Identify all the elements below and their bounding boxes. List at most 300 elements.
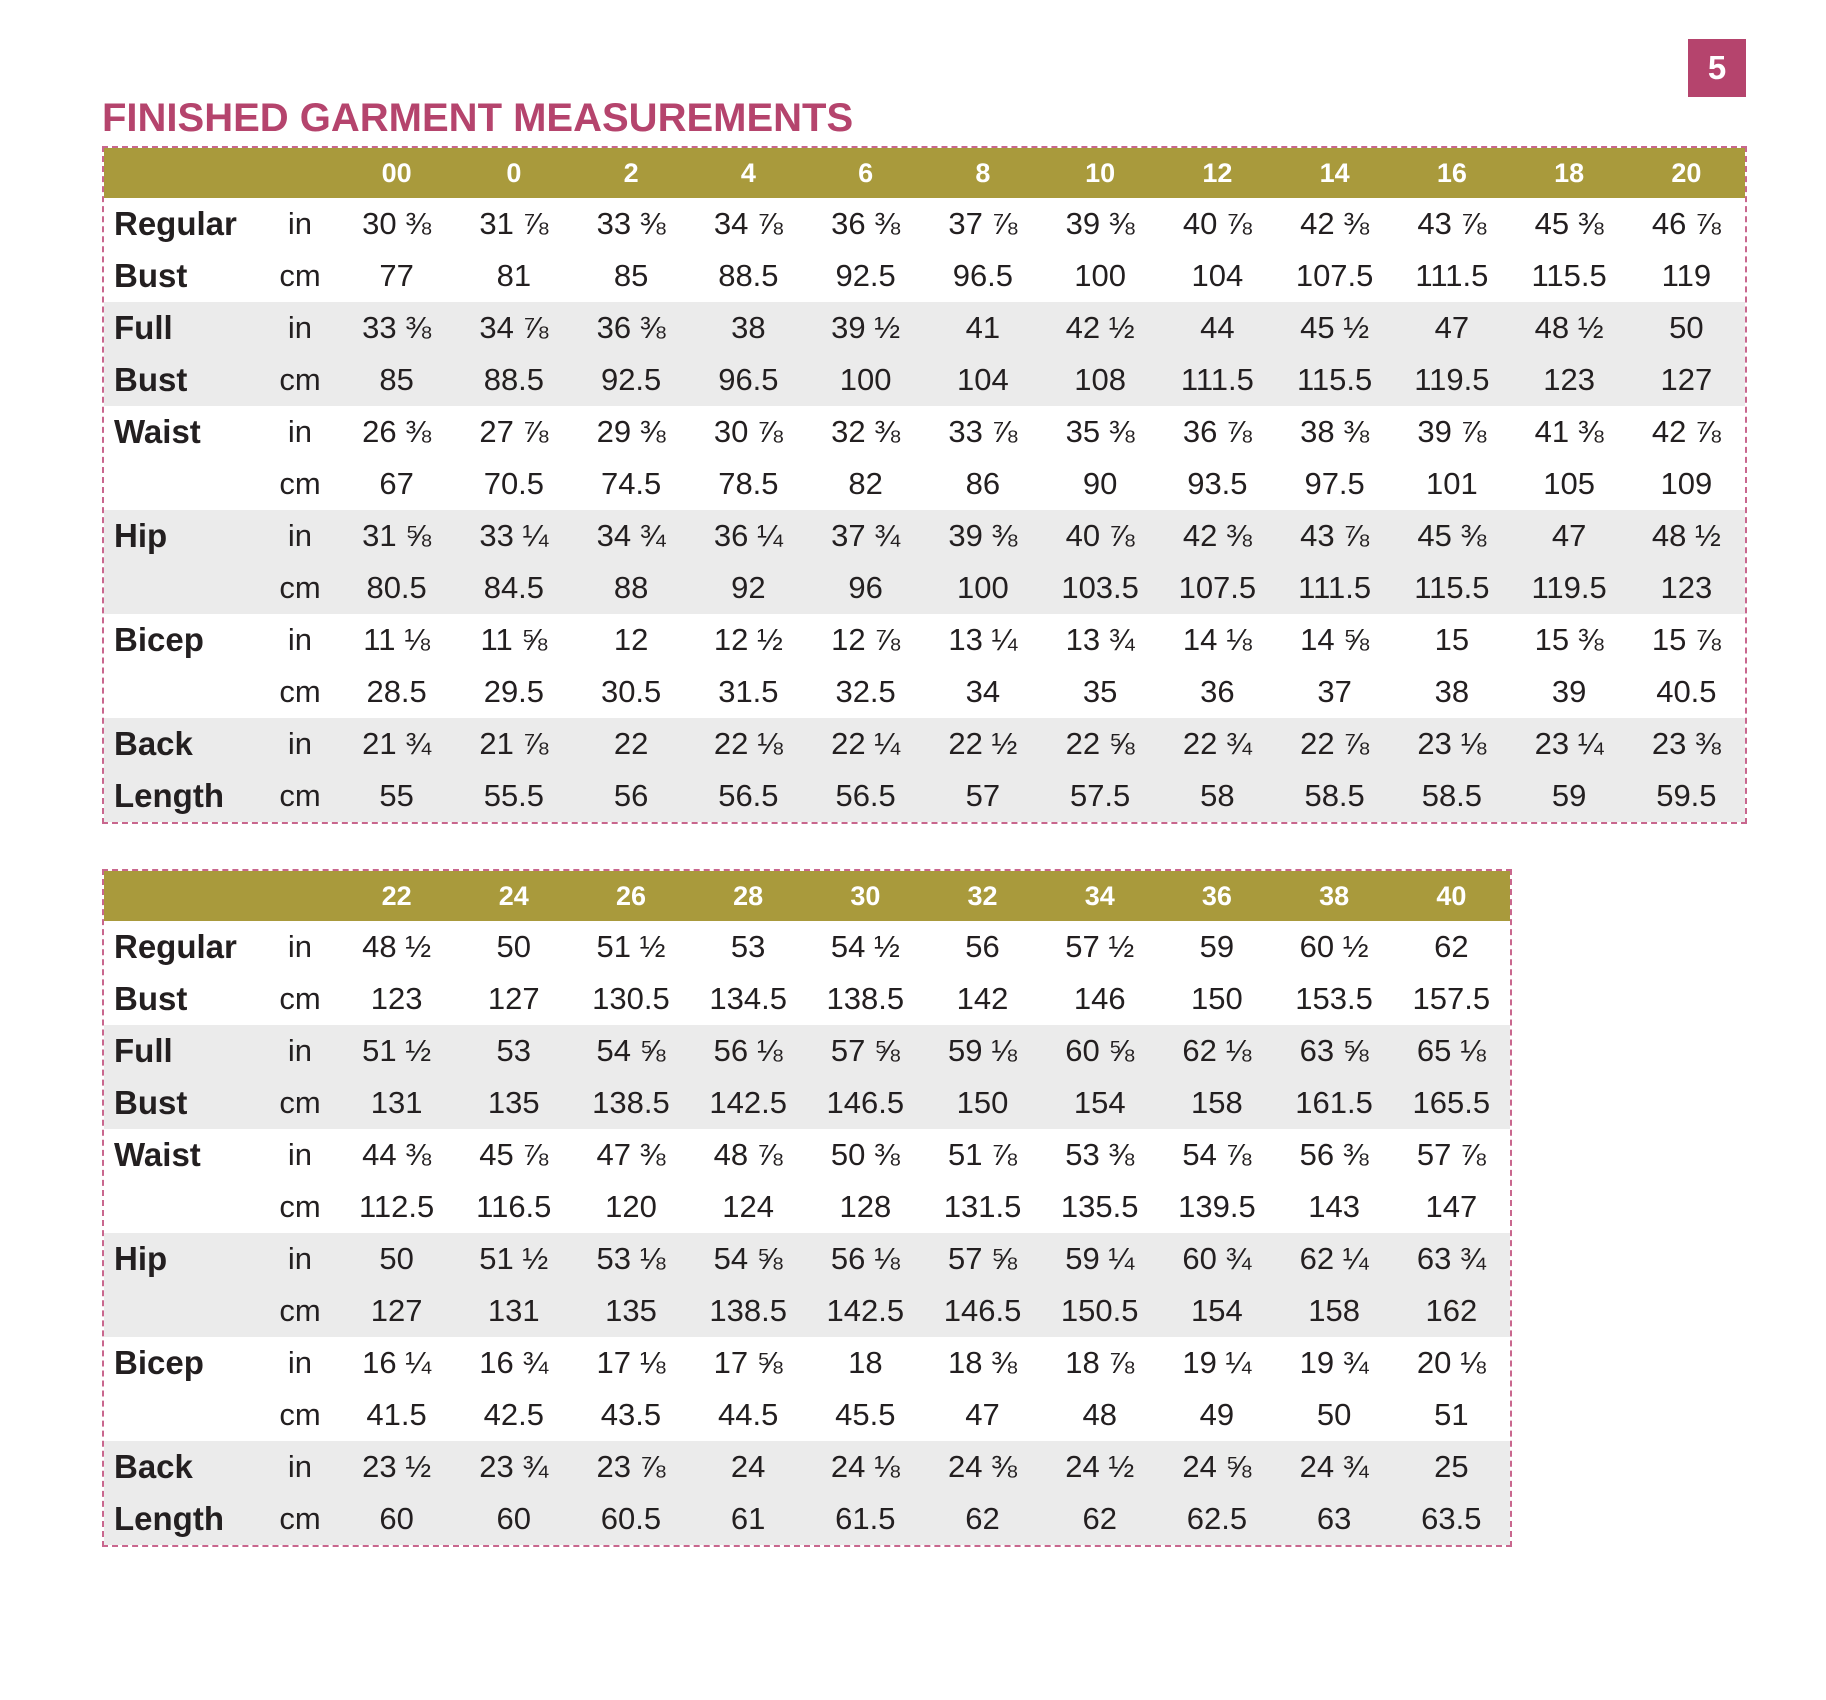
value-cell: 40.5	[1656, 674, 1717, 709]
value-cell: 24 ⅝	[1182, 1449, 1252, 1484]
value-cell: 74.5	[600, 466, 662, 501]
size-header-14: 14	[1319, 157, 1350, 188]
value-cell: 38	[731, 310, 766, 345]
value-cell: 53	[496, 1033, 532, 1068]
size-header-row	[104, 871, 1510, 921]
value-cell: 47	[1434, 310, 1470, 345]
size-chart-table	[104, 871, 1510, 1545]
value-cell: 44.5	[717, 1397, 779, 1432]
value-cell: 15 ⅜	[1534, 622, 1604, 657]
value-cell: 123	[1660, 570, 1713, 605]
table-row	[104, 1441, 1510, 1493]
value-cell: 62 ¼	[1299, 1241, 1369, 1276]
value-cell: 56	[965, 929, 1000, 964]
size-header-40: 40	[1436, 880, 1467, 911]
value-cell: 17 ⅝	[713, 1345, 783, 1380]
size-header-20: 20	[1671, 157, 1702, 188]
value-cell: 60.5	[600, 1501, 662, 1536]
measurement-label	[104, 1389, 262, 1441]
size-header-18: 18	[1554, 157, 1585, 188]
measurement-table-1	[102, 146, 1747, 824]
value-cell: 153.5	[1295, 981, 1373, 1016]
measurement-label: Full	[114, 1032, 173, 1069]
value-cell: 22 ⅝	[1065, 726, 1135, 761]
value-cell: 48 ½	[1534, 310, 1604, 345]
value-cell: 131.5	[943, 1189, 1022, 1224]
value-cell: 33 ⅜	[596, 206, 666, 241]
size-header-00: 00	[381, 157, 412, 188]
unit-label: cm	[279, 1397, 321, 1432]
value-cell: 34 ⅞	[479, 310, 549, 345]
table-row	[104, 1077, 1510, 1129]
value-cell: 59	[1199, 929, 1235, 964]
value-cell: 60	[379, 1501, 414, 1536]
value-cell: 158	[1191, 1085, 1243, 1120]
value-cell: 32.5	[835, 674, 896, 709]
table-row	[104, 302, 1745, 354]
value-cell: 138.5	[709, 1293, 787, 1328]
value-cell: 16 ¾	[479, 1345, 549, 1380]
value-cell: 39	[1551, 674, 1587, 709]
value-cell: 45 ⅜	[1417, 518, 1487, 553]
value-cell: 143	[1308, 1189, 1360, 1224]
unit-label: in	[287, 1449, 313, 1484]
value-cell: 29.5	[483, 674, 545, 709]
value-cell: 57 ½	[1065, 929, 1135, 964]
unit-label: cm	[279, 1501, 321, 1536]
value-cell: 59.5	[1656, 778, 1717, 813]
measurement-label: Regular	[114, 205, 237, 242]
value-cell: 40 ⅞	[1182, 206, 1252, 241]
value-cell: 22 ⅞	[1300, 726, 1370, 761]
value-cell: 92.5	[835, 258, 896, 293]
unit-label: in	[287, 622, 313, 657]
value-cell: 59 ¼	[1065, 1241, 1135, 1276]
table-row	[104, 666, 1745, 718]
value-cell: 23 ⅞	[596, 1449, 666, 1484]
value-cell: 30.5	[600, 674, 662, 709]
value-cell: 13 ¼	[948, 622, 1018, 657]
value-cell: 28.5	[366, 674, 427, 709]
size-header-6: 6	[858, 157, 874, 188]
value-cell: 36 ⅜	[596, 310, 666, 345]
unit-label: cm	[279, 1293, 321, 1328]
size-header-30: 30	[850, 880, 881, 911]
value-cell: 15 ⅞	[1651, 622, 1721, 657]
value-cell: 19 ¾	[1299, 1345, 1369, 1380]
value-cell: 50	[1316, 1397, 1352, 1432]
value-cell: 56	[613, 778, 649, 813]
value-cell: 111.5	[1298, 570, 1372, 605]
table-row	[104, 921, 1510, 973]
value-cell: 56 ⅛	[830, 1241, 900, 1276]
measurement-label	[104, 562, 262, 614]
value-cell: 134.5	[709, 981, 787, 1016]
value-cell: 67	[379, 466, 414, 501]
value-cell: 154	[1191, 1293, 1243, 1328]
value-cell: 57 ⅝	[948, 1241, 1017, 1276]
size-header-36: 36	[1201, 880, 1232, 911]
size-header-32: 32	[967, 880, 998, 911]
value-cell: 146	[1073, 981, 1126, 1016]
value-cell: 123	[1543, 362, 1595, 397]
table-row	[104, 1181, 1510, 1233]
value-cell: 55	[379, 778, 414, 813]
unit-label: in	[287, 1137, 313, 1172]
value-cell: 150.5	[1060, 1293, 1139, 1328]
value-cell: 57 ⅝	[830, 1033, 900, 1068]
value-cell: 24 ⅜	[948, 1449, 1017, 1484]
value-cell: 63	[1316, 1501, 1352, 1536]
value-cell: 104	[1191, 258, 1244, 293]
measurement-label: Hip	[114, 1240, 168, 1277]
measurement-label: Back	[114, 725, 193, 762]
value-cell: 150	[1191, 981, 1243, 1016]
value-cell: 30 ⅜	[362, 206, 432, 241]
measurement-label: Hip	[114, 517, 168, 554]
header-blank-unit	[262, 148, 338, 198]
value-cell: 48 ½	[1651, 518, 1721, 553]
measurement-rows	[104, 921, 1510, 1545]
value-cell: 119.5	[1531, 570, 1607, 605]
value-cell: 36 ⅞	[1182, 414, 1252, 449]
value-cell: 51 ½	[596, 929, 666, 964]
value-cell: 142.5	[826, 1293, 905, 1328]
measurement-label: Bust	[114, 257, 188, 294]
value-cell: 100	[839, 362, 892, 397]
unit-label: cm	[279, 466, 321, 501]
measurement-label: Waist	[114, 1136, 201, 1173]
value-cell: 119.5	[1414, 362, 1490, 397]
value-cell: 96.5	[952, 258, 1014, 293]
value-cell: 37	[1317, 674, 1352, 709]
size-header-2: 2	[623, 157, 639, 188]
value-cell: 34 ¾	[596, 518, 666, 553]
value-cell: 44	[1200, 310, 1235, 345]
table-row	[104, 458, 1745, 510]
value-cell: 48	[1082, 1397, 1117, 1432]
value-cell: 24 ½	[1065, 1449, 1135, 1484]
table-row	[104, 1389, 1510, 1441]
value-cell: 53 ⅜	[1065, 1137, 1135, 1172]
value-cell: 42.5	[483, 1397, 544, 1432]
value-cell: 24	[730, 1449, 766, 1484]
value-cell: 50 ⅜	[830, 1137, 900, 1172]
value-cell: 18	[848, 1345, 883, 1380]
value-cell: 47	[1551, 518, 1587, 553]
value-cell: 57	[965, 778, 1001, 813]
unit-label: in	[287, 414, 313, 449]
value-cell: 56 ⅛	[713, 1033, 783, 1068]
measurement-label: Bust	[114, 1084, 188, 1121]
value-cell: 111.5	[1180, 362, 1254, 397]
value-cell: 146.5	[826, 1085, 905, 1120]
value-cell: 11 ⅛	[363, 622, 430, 657]
value-cell: 61.5	[835, 1501, 896, 1536]
value-cell: 39 ⅞	[1417, 414, 1487, 449]
value-cell: 90	[1082, 466, 1118, 501]
size-header-16: 16	[1436, 157, 1467, 188]
value-cell: 26 ⅜	[362, 414, 432, 449]
value-cell: 112.5	[358, 1189, 435, 1224]
value-cell: 154	[1073, 1085, 1126, 1120]
value-cell: 20 ⅛	[1416, 1345, 1486, 1380]
value-cell: 96.5	[718, 362, 779, 397]
value-cell: 22 ⅛	[713, 726, 783, 761]
unit-label: cm	[279, 1189, 321, 1224]
value-cell: 39 ⅜	[1065, 206, 1135, 241]
value-cell: 23 ⅜	[1651, 726, 1721, 761]
value-cell: 12	[613, 622, 649, 657]
value-cell: 80.5	[366, 570, 427, 605]
value-cell: 138.5	[592, 1085, 670, 1120]
value-cell: 50	[496, 929, 532, 964]
unit-label: in	[287, 929, 313, 964]
value-cell: 40 ⅞	[1065, 518, 1135, 553]
value-cell: 11 ⅝	[480, 622, 548, 657]
measurement-table-2	[102, 869, 1512, 1547]
value-cell: 14 ⅛	[1182, 622, 1252, 657]
value-cell: 57.5	[1069, 778, 1131, 813]
measurement-label: Bicep	[114, 621, 204, 658]
value-cell: 130.5	[592, 981, 670, 1016]
table-row	[104, 1129, 1510, 1181]
value-cell: 82	[848, 466, 883, 501]
value-cell: 60 ½	[1299, 929, 1369, 964]
table-row	[104, 614, 1745, 666]
value-cell: 62	[1434, 929, 1469, 964]
value-cell: 61	[730, 1501, 766, 1536]
value-cell: 51 ½	[362, 1033, 432, 1068]
unit-label: in	[287, 726, 313, 761]
value-cell: 119	[1661, 258, 1712, 293]
value-cell: 107.5	[1295, 258, 1374, 293]
value-cell: 39 ⅜	[948, 518, 1018, 553]
value-cell: 51 ⅞	[948, 1137, 1017, 1172]
value-cell: 23 ¼	[1534, 726, 1604, 761]
value-cell: 41	[965, 310, 1001, 345]
value-cell: 93.5	[1187, 466, 1248, 501]
unit-label: cm	[279, 362, 321, 397]
value-cell: 18 ⅞	[1065, 1345, 1135, 1380]
value-cell: 49	[1199, 1397, 1235, 1432]
size-header-12: 12	[1202, 157, 1233, 188]
value-cell: 50	[1669, 310, 1704, 345]
value-cell: 55.5	[483, 778, 545, 813]
table-row	[104, 973, 1510, 1025]
size-header-24: 24	[498, 880, 529, 911]
table-row	[104, 718, 1745, 770]
table-row	[104, 198, 1745, 250]
value-cell: 37 ¾	[831, 518, 901, 553]
value-cell: 36 ¼	[713, 518, 783, 553]
value-cell: 59 ⅛	[948, 1033, 1017, 1068]
unit-label: cm	[279, 981, 321, 1016]
value-cell: 31.5	[718, 674, 779, 709]
value-cell: 77	[379, 258, 414, 293]
value-cell: 47 ⅜	[596, 1137, 666, 1172]
value-cell: 135	[605, 1293, 657, 1328]
value-cell: 109	[1660, 466, 1713, 501]
value-cell: 127	[370, 1293, 423, 1328]
value-cell: 135.5	[1060, 1189, 1139, 1224]
value-cell: 115.5	[1531, 258, 1607, 293]
value-cell: 92	[731, 570, 766, 605]
value-cell: 47	[965, 1397, 1000, 1432]
value-cell: 34 ⅞	[713, 206, 783, 241]
value-cell: 35	[1082, 674, 1118, 709]
value-cell: 81	[496, 258, 532, 293]
measurement-label	[104, 1181, 262, 1233]
value-cell: 24 ¾	[1299, 1449, 1369, 1484]
unit-label: cm	[279, 778, 321, 813]
value-cell: 29 ⅜	[596, 414, 666, 449]
unit-label: in	[287, 1345, 313, 1380]
page-title: FINISHED GARMENT MEASUREMENTS	[102, 96, 854, 140]
value-cell: 42 ⅜	[1182, 518, 1252, 553]
measurement-label	[104, 458, 262, 510]
value-cell: 30 ⅞	[713, 414, 783, 449]
value-cell: 48 ⅞	[713, 1137, 783, 1172]
value-cell: 51	[1434, 1397, 1469, 1432]
value-cell: 127	[1660, 362, 1713, 397]
value-cell: 41 ⅜	[1534, 414, 1604, 449]
value-cell: 103.5	[1061, 570, 1139, 605]
value-cell: 39 ½	[831, 310, 901, 345]
value-cell: 42 ⅜	[1300, 206, 1370, 241]
header-blank-unit	[262, 871, 338, 921]
value-cell: 45 ½	[1300, 310, 1370, 345]
unit-label: in	[287, 310, 313, 345]
size-header-8: 8	[975, 157, 991, 188]
value-cell: 60 ¾	[1182, 1241, 1252, 1276]
value-cell: 45 ⅞	[479, 1137, 549, 1172]
unit-label: cm	[279, 674, 321, 709]
value-cell: 45 ⅜	[1534, 206, 1604, 241]
unit-label: cm	[279, 1085, 321, 1120]
value-cell: 135	[487, 1085, 540, 1120]
value-cell: 12 ⅞	[831, 622, 901, 657]
table-row	[104, 1025, 1510, 1077]
value-cell: 139.5	[1178, 1189, 1256, 1224]
size-header-4: 4	[740, 157, 756, 188]
value-cell: 88.5	[483, 362, 545, 397]
value-cell: 38 ⅜	[1300, 414, 1370, 449]
value-cell: 88	[613, 570, 649, 605]
value-cell: 142	[956, 981, 1009, 1016]
table-row	[104, 770, 1745, 822]
value-cell: 15	[1434, 622, 1470, 657]
value-cell: 21 ¾	[362, 726, 432, 761]
value-cell: 58.5	[1304, 778, 1365, 813]
value-cell: 22	[613, 726, 649, 761]
value-cell: 62 ⅛	[1182, 1033, 1252, 1068]
value-cell: 16 ¼	[362, 1345, 432, 1380]
value-cell: 161.5	[1295, 1085, 1373, 1120]
value-cell: 54 ⅝	[596, 1033, 666, 1068]
value-cell: 23 ⅛	[1417, 726, 1487, 761]
measurement-label: Length	[114, 777, 224, 814]
value-cell: 57 ⅞	[1416, 1137, 1486, 1172]
size-header-0: 0	[506, 157, 522, 188]
unit-label: in	[287, 206, 313, 241]
value-cell: 162	[1425, 1293, 1478, 1328]
value-cell: 88.5	[718, 258, 779, 293]
value-cell: 131	[487, 1293, 540, 1328]
value-cell: 45.5	[835, 1397, 896, 1432]
value-cell: 22 ½	[948, 726, 1018, 761]
value-cell: 43.5	[600, 1397, 662, 1432]
value-cell: 31 ⅞	[479, 206, 549, 241]
measurement-label: Back	[114, 1448, 193, 1485]
table-row	[104, 1233, 1510, 1285]
value-cell: 92.5	[600, 362, 662, 397]
table-row	[104, 354, 1745, 406]
value-cell: 127	[487, 981, 540, 1016]
value-cell: 48 ½	[362, 929, 432, 964]
value-cell: 124	[722, 1189, 775, 1224]
table-row	[104, 510, 1745, 562]
value-cell: 58	[1200, 778, 1235, 813]
value-cell: 22 ¾	[1182, 726, 1252, 761]
value-cell: 62.5	[1186, 1501, 1248, 1536]
unit-label: in	[287, 1033, 313, 1068]
value-cell: 128	[839, 1189, 892, 1224]
size-header-22: 22	[381, 880, 412, 911]
value-cell: 123	[370, 981, 423, 1016]
value-cell: 46 ⅞	[1651, 206, 1721, 241]
value-cell: 43 ⅞	[1417, 206, 1487, 241]
value-cell: 42 ½	[1065, 310, 1135, 345]
value-cell: 70.5	[483, 466, 545, 501]
value-cell: 54 ⅞	[1182, 1137, 1252, 1172]
value-cell: 37 ⅞	[948, 206, 1018, 241]
value-cell: 108	[1074, 362, 1126, 397]
value-cell: 17 ⅛	[596, 1345, 666, 1380]
value-cell: 146.5	[943, 1293, 1022, 1328]
measurement-label: Full	[114, 309, 173, 346]
value-cell: 22 ¼	[831, 726, 901, 761]
value-cell: 21 ⅞	[479, 726, 549, 761]
page-number-badge: 5	[1688, 39, 1746, 97]
value-cell: 56 ⅜	[1299, 1137, 1369, 1172]
value-cell: 131	[370, 1085, 423, 1120]
value-cell: 54 ½	[830, 929, 900, 964]
value-cell: 60	[496, 1501, 532, 1536]
value-cell: 147	[1425, 1189, 1478, 1224]
size-header-38: 38	[1319, 880, 1350, 911]
value-cell: 142.5	[709, 1085, 787, 1120]
value-cell: 157.5	[1412, 981, 1491, 1016]
value-cell: 100	[957, 570, 1009, 605]
value-cell: 84.5	[483, 570, 545, 605]
value-cell: 13 ¾	[1065, 622, 1135, 657]
value-cell: 33 ⅞	[948, 414, 1018, 449]
value-cell: 138.5	[826, 981, 905, 1016]
measurement-label: Bust	[114, 361, 188, 398]
header-blank-measure	[104, 871, 262, 921]
value-cell: 150	[956, 1085, 1009, 1120]
value-cell: 115.5	[1296, 362, 1373, 397]
size-header-34: 34	[1084, 880, 1115, 911]
value-cell: 35 ⅜	[1065, 414, 1135, 449]
value-cell: 63 ⅝	[1299, 1033, 1369, 1068]
value-cell: 32 ⅜	[831, 414, 901, 449]
value-cell: 62	[965, 1501, 1000, 1536]
value-cell: 116.5	[476, 1189, 552, 1224]
value-cell: 23 ¾	[479, 1449, 549, 1484]
value-cell: 27 ⅞	[479, 414, 549, 449]
